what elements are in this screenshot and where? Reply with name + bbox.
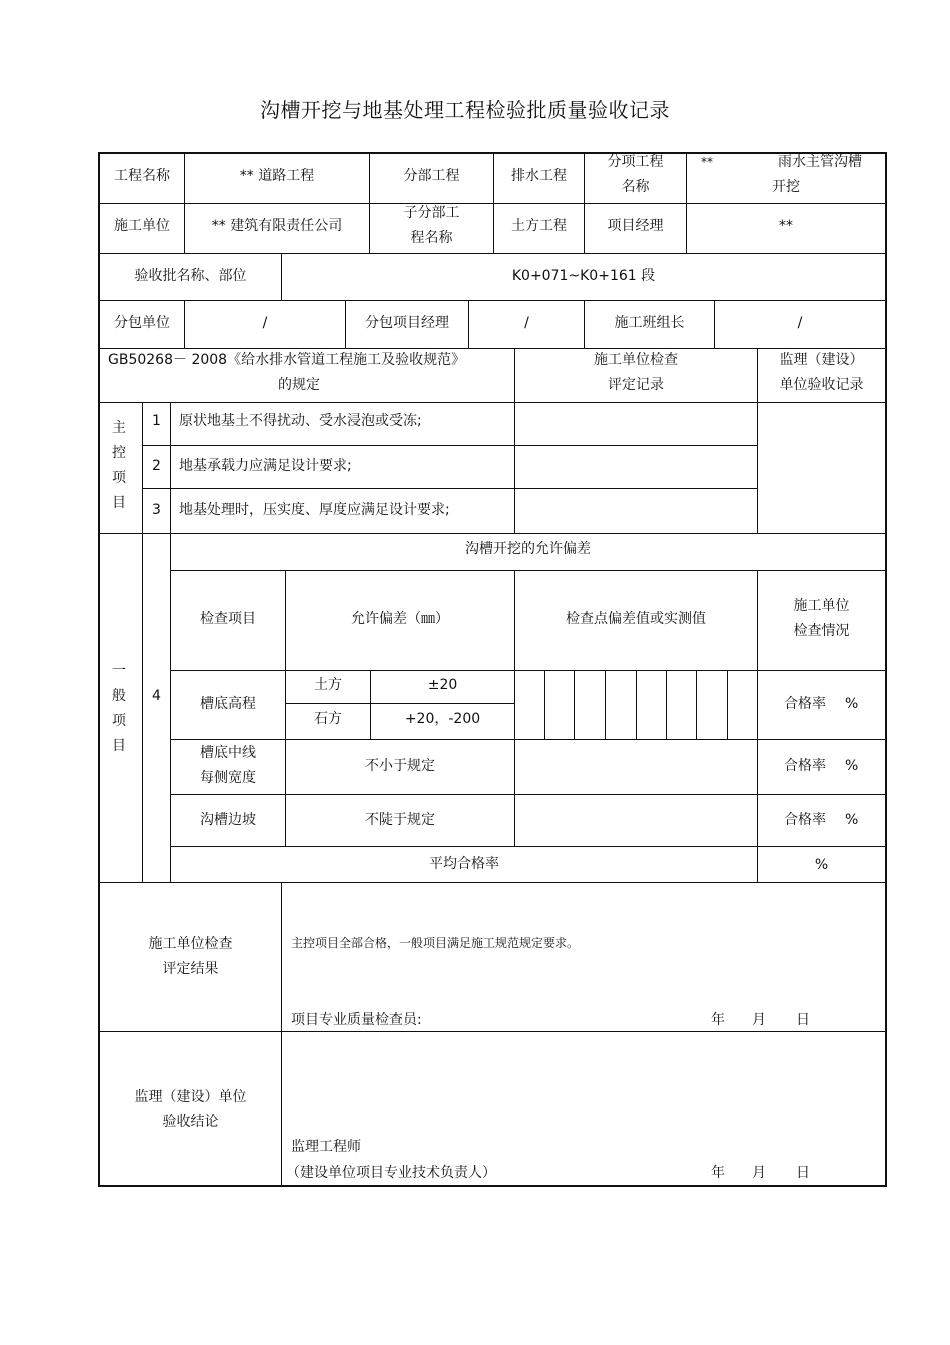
standard-line2: 的规定 — [278, 377, 320, 393]
main-items-group-label: 主控项目 — [112, 420, 126, 511]
centerline-tolerance: 不小于规定 — [365, 758, 435, 774]
centerline-name-1: 槽底中线 — [200, 745, 256, 761]
main-item-text: 地基处理时，压实度、厚度应满足设计要求; — [179, 502, 450, 518]
year-label: 年 — [711, 1165, 725, 1181]
col-points-header: 检查点偏差值或实测值 — [566, 611, 706, 627]
average-rate-label: 平均合格率 — [429, 856, 499, 872]
pass-rate-label: 合格率 — [784, 758, 826, 774]
average-rate-percent: % — [814, 857, 829, 873]
elevation-item-name: 槽底高程 — [200, 696, 256, 712]
batch-value: K0+071~K0+161 段 — [511, 268, 656, 284]
team-leader-value: / — [797, 315, 803, 331]
batch-label: 验收批名称、部位 — [134, 268, 247, 284]
general-items-group-label: 一般项目 — [112, 663, 126, 754]
col-status-header-2: 检查情况 — [793, 623, 850, 639]
check-record-line1: 施工单位检查 — [594, 352, 678, 368]
pass-rate-percent: % — [845, 758, 859, 774]
contractor-value: ** 建筑有限责任公司 — [211, 218, 343, 234]
rock-tolerance: +20，-200 — [404, 711, 481, 727]
main-item-no: 2 — [152, 458, 161, 474]
sub-pm-label: 分包项目经理 — [365, 315, 449, 331]
main-item-no: 3 — [152, 502, 161, 518]
main-item-text: 地基承载力应满足设计要求; — [179, 458, 352, 474]
division-value: 排水工程 — [511, 168, 567, 184]
sub-unit-value: / — [262, 315, 268, 331]
pass-rate-label: 合格率 — [784, 696, 826, 712]
supervising-engineer-label: 监理工程师 — [291, 1139, 361, 1155]
project-name-label: 工程名称 — [114, 168, 170, 184]
supervision-record-line2: 单位验收记录 — [779, 377, 864, 393]
standard-line1: GB50268－ 2008《给水排水管道工程施工及验收规范》 — [108, 352, 466, 368]
centerline-name-2: 每侧宽度 — [200, 770, 256, 786]
supervision-result-label-1: 监理（建设）单位 — [134, 1089, 247, 1105]
subdivision-value: 土方工程 — [511, 218, 567, 234]
item-label-1: 分项工程 — [607, 154, 664, 170]
earthwork-label: 土方 — [314, 677, 342, 693]
col-tolerance-header: 允许偏差（㎜） — [351, 611, 449, 627]
day-label: 日 — [796, 1165, 810, 1181]
owner-technical-lead-label: （建设单位项目专业技术负责人） — [286, 1165, 496, 1181]
pm-label: 项目经理 — [607, 218, 664, 234]
item-value-line2: 开挖 — [772, 179, 800, 195]
quality-inspector-label: 项目专业质量检查员: — [291, 1012, 422, 1028]
contractor-label: 施工单位 — [114, 218, 170, 234]
contractor-result-text: 主控项目全部合格，一般项目满足施工规范规定要求。 — [291, 936, 580, 950]
supervision-record-line1: 监理（建设） — [779, 352, 864, 368]
year-label: 年 — [711, 1012, 725, 1028]
subdivision-label-2: 程名称 — [410, 230, 453, 246]
page-title: 沟槽开挖与地基处理工程检验批质量验收记录 — [260, 98, 670, 122]
pm-value: ** — [779, 218, 793, 234]
item-label-2: 名称 — [621, 179, 650, 195]
slope-tolerance: 不陡于规定 — [365, 812, 435, 828]
general-subtitle: 沟槽开挖的允许偏差 — [465, 541, 591, 557]
slope-item-name: 沟槽边坡 — [200, 812, 256, 828]
supervision-result-label-2: 验收结论 — [162, 1114, 219, 1130]
general-item-no: 4 — [152, 688, 161, 704]
pass-rate-percent: % — [845, 812, 859, 828]
month-label: 月 — [752, 1012, 766, 1028]
inspection-record-table — [98, 152, 887, 1187]
main-item-no: 1 — [152, 413, 161, 429]
project-name-value: ** 道路工程 — [239, 168, 315, 184]
item-value-prefix: ** — [701, 155, 713, 169]
month-label: 月 — [752, 1165, 766, 1181]
day-label: 日 — [796, 1012, 810, 1028]
pass-rate-label: 合格率 — [784, 812, 826, 828]
sub-unit-label: 分包单位 — [114, 315, 170, 331]
col-status-header-1: 施工单位 — [793, 598, 850, 614]
rock-label: 石方 — [314, 711, 342, 727]
contractor-result-label-1: 施工单位检查 — [148, 936, 233, 952]
main-item-text: 原状地基土不得扰动、受水浸泡或受冻; — [179, 413, 422, 429]
earthwork-tolerance: ±20 — [427, 677, 458, 693]
team-leader-label: 施工班组长 — [614, 315, 685, 331]
pass-rate-percent: % — [845, 696, 859, 712]
item-value-line1: 雨水主管沟槽 — [778, 154, 862, 170]
contractor-result-label-2: 评定结果 — [162, 961, 219, 977]
col-item-header: 检查项目 — [200, 611, 256, 627]
division-label: 分部工程 — [403, 168, 460, 184]
sub-pm-value: / — [524, 315, 529, 331]
subdivision-label-1: 子分部工 — [403, 205, 460, 221]
check-record-line2: 评定记录 — [608, 377, 664, 393]
